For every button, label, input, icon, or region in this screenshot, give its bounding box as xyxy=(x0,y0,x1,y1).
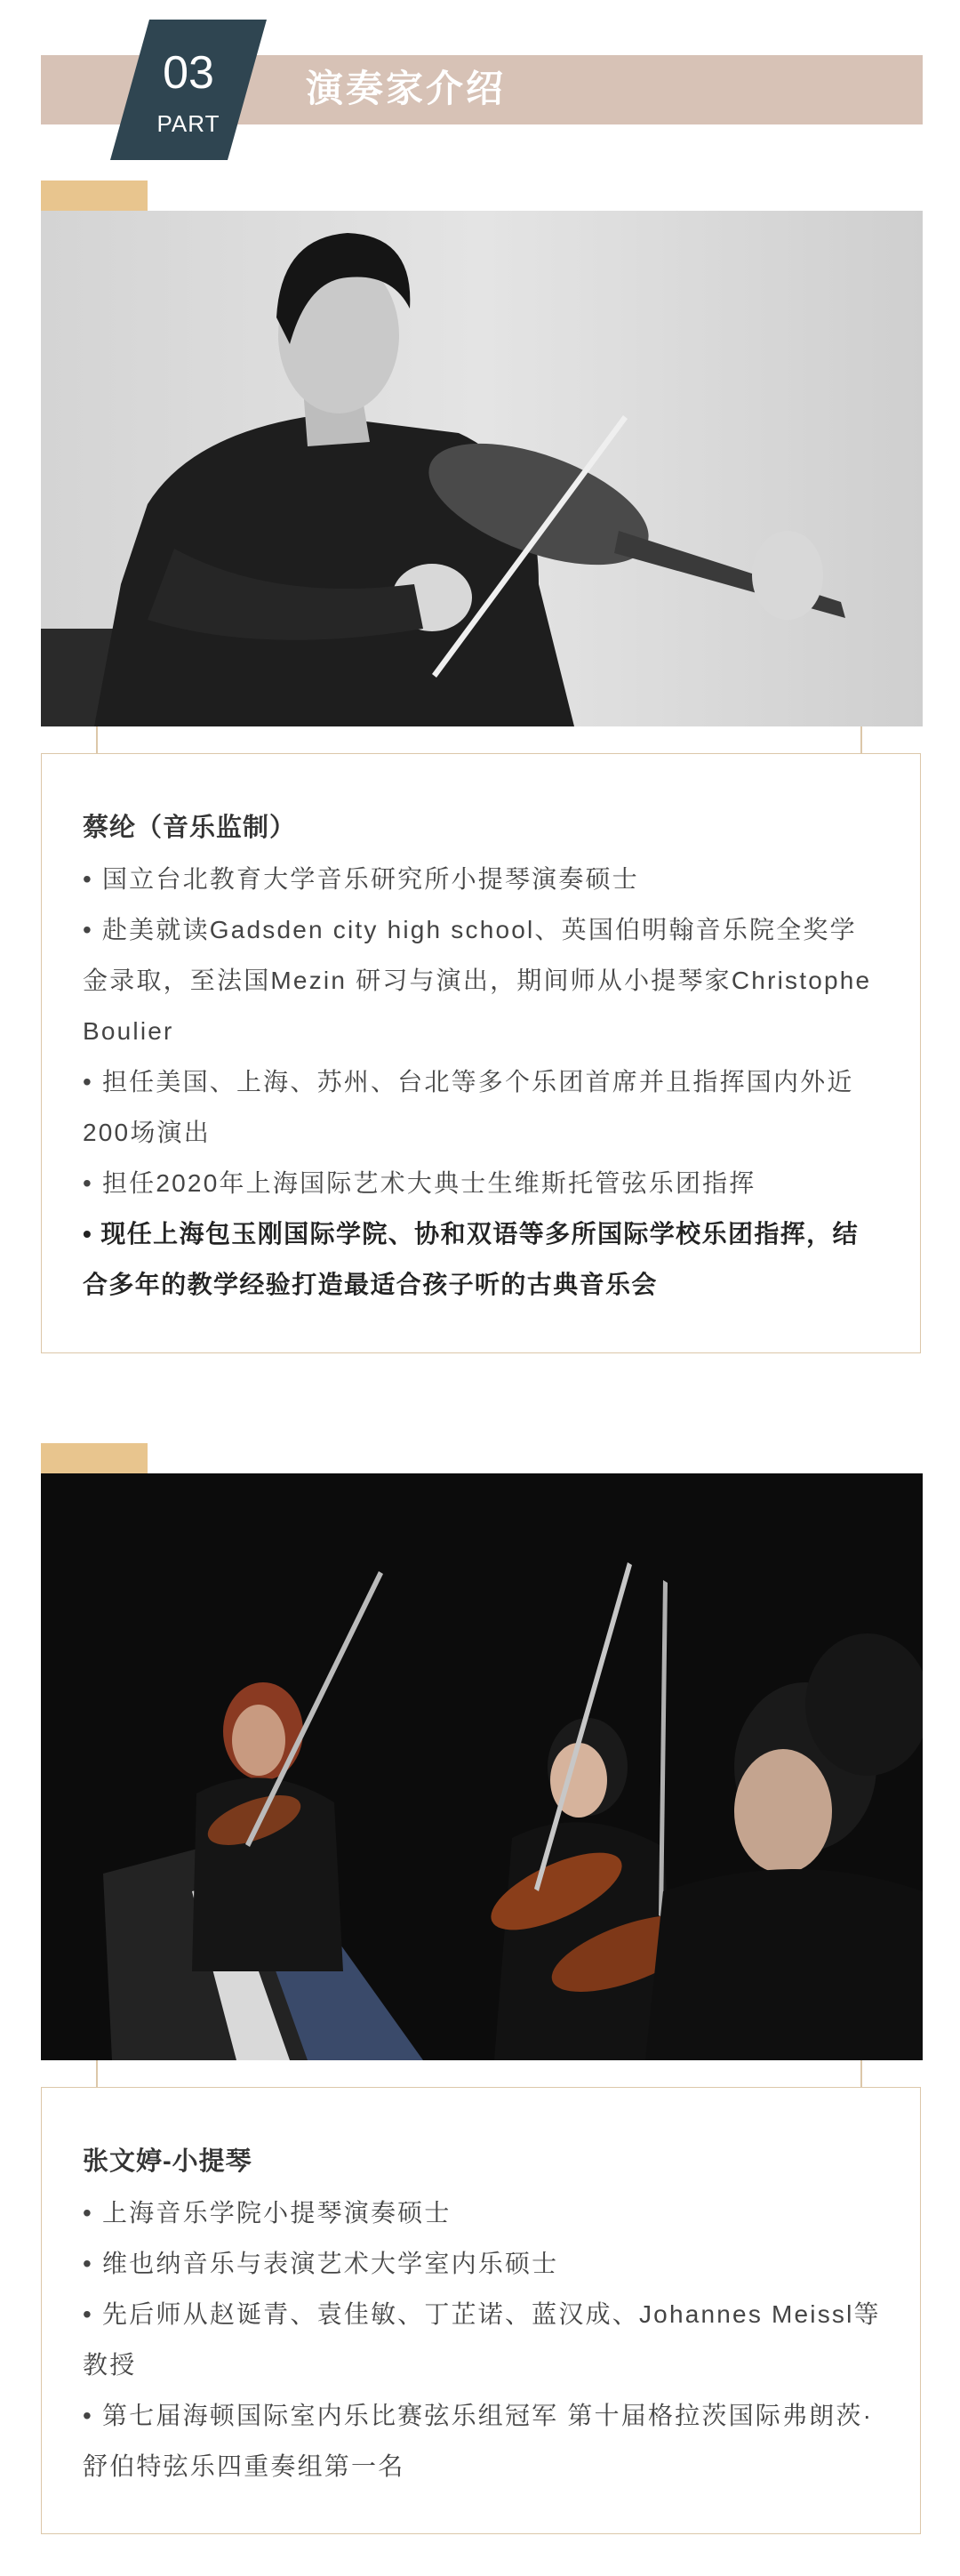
performer-bio-list xyxy=(83,2187,881,2492)
section-part-label: PART xyxy=(156,110,220,137)
performer-photo-2 xyxy=(41,1473,923,2060)
performer-name: 蔡纶（音乐监制） xyxy=(83,814,297,842)
card-connector-left xyxy=(96,2060,98,2087)
bio-item: • 第七届海顿国际室内乐比赛弦乐组冠军 第十届格拉茨国际弗朗茨·舒伯特弦乐四重奏组第一名 xyxy=(83,2402,874,2480)
bio-item: • 维也纳音乐与表演艺术大学室内乐硕士 xyxy=(83,2250,559,2277)
performer-name: 张文婷-小提琴 xyxy=(83,2147,252,2176)
bio-item: • 国立台北教育大学音乐研究所小提琴演奏硕士 xyxy=(83,865,639,893)
card-connector-right xyxy=(860,2060,862,2087)
performer-card-1 xyxy=(41,753,921,1353)
section-title: 演奏家介绍 xyxy=(306,68,507,109)
section-number: 03 xyxy=(163,47,214,99)
bio-item: • 担任2020年上海国际艺术大典士生维斯托管弦乐团指挥 xyxy=(83,1169,756,1197)
accent-tab xyxy=(41,181,148,211)
performer-photo-1 xyxy=(41,211,923,726)
bio-item: • 赴美就读Gadsden city high school、英国伯明翰音乐院全奖学金录取，至法国Mezin 研习与演出，期间师从小提琴家Christophe Boulier xyxy=(83,916,872,1045)
bio-item: • 担任美国、上海、苏州、台北等多个乐团首席并且指挥国内外近200场演出 xyxy=(83,1068,854,1146)
bio-item: • 上海音乐学院小提琴演奏硕士 xyxy=(83,2199,452,2227)
bio-item: • 先后师从赵诞青、袁佳敏、丁芷诺、蓝汉成、Johannes Meissl等教授 xyxy=(83,2300,881,2379)
performer-card-2 xyxy=(41,2087,921,2534)
card-connector-right xyxy=(860,726,862,753)
performer-bio-list xyxy=(83,854,881,1310)
bio-item: • 现任上海包玉刚国际学院、协和双语等多所国际学校乐团指挥，结合多年的教学经验打造最适合孩子听的古典音乐会 xyxy=(83,1220,859,1298)
card-connector-left xyxy=(96,726,98,753)
accent-tab xyxy=(41,1443,148,1473)
